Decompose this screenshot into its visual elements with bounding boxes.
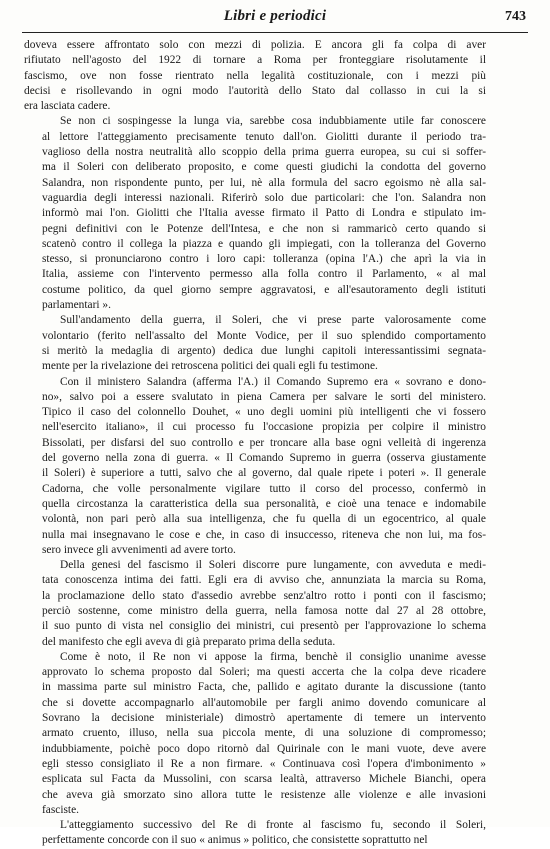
text-line: doveva essere affrontato solo con mezzi di polizia. E ancora gli fa colpa di aver (24, 39, 486, 51)
text-line: pegni definitivi con le Potenze dell'Intesa, e che non si rammaricò certo quando si (42, 222, 486, 235)
text-line: Sull'andamento della guerra, il Soleri, che vi prese parte valorosamente come (60, 314, 486, 327)
text-line: esplicata sul Facta da Mussolini, con scarsa lealtà, attraverso Michele Bianchi, opera (42, 773, 486, 786)
text-line: sero invece gli avvenimenti ad avere torto. (42, 543, 236, 556)
text-line: del governo nella zona di guerra. « Il Comando Supremo in guerra (osserva giustamente (42, 452, 486, 465)
text-line: Cadorna, che volle personalmente vigilare tutto il corso del processo, confermò in (42, 482, 486, 495)
text-line: che aveva già smorzato sino allora tutte le resistenze alle violenze e alle invasioni (42, 788, 486, 801)
text-line: volontà, non pari però alla sua intelligenza, che fu quella di un egocentrico, al quale (42, 513, 486, 526)
paragraph (24, 38, 486, 114)
text-line: il Soleri) è superiore a tutti, salvo che al governo, dal quale ripete i poteri ». Il generale (42, 467, 486, 480)
text-line: il suo punto di vista nel consiglio dei ministri, cui presentò per l'approvazione lo schema (42, 620, 486, 633)
text-line: no», salvo poi a essere svalutato in piena Camera per salvare le sorti del ministero. (42, 390, 486, 403)
text-line: che si dovette accompagnarlo all'automobile per fargli animo dovendo comunicare al (42, 696, 486, 709)
text-line: rifiutato nell'agosto del 1922 di tornare a Roma per fronteggiare risolutamente il (24, 54, 486, 67)
text-line: parlamentari ». (42, 299, 111, 312)
text-line: si meritò la medaglia di argento) dedica due lunghi capitoli interessantissimi segnata- (42, 344, 486, 357)
paragraph (24, 114, 486, 313)
text-line: Se non ci sospingesse la lunga via, sarebbe cosa indubbiamente utile far conoscere (60, 115, 486, 128)
text-line: volontario (ferito nell'assalto del Monte Vodice, per il suo splendido comportamento (42, 329, 486, 342)
text-line: la proclamazione dello stato d'assedio avrebbe senz'altro rotto i ponti con il fascismo; (42, 589, 486, 602)
body-text (24, 38, 486, 849)
text-line: armato cruento, illuso, nella sua piccola mente, di una soluzione di compromesso; (42, 727, 486, 740)
text-line: vaguardia degli interessi nazionali. Riferirò solo due particolari: che l'on. Salandra non (42, 191, 486, 204)
section-title: Libri e periodici (223, 8, 327, 24)
text-line: mente per la rivelazione dei retroscena politici dei quali egli fu testimone. (42, 360, 378, 373)
paragraph (24, 650, 486, 818)
text-line: stesso, si pronunciarono contro i loro capi: tolleranza (opina l'A.) che aprì la via in (42, 253, 486, 266)
text-line: informò mai l'on. Giolitti che l'Italia avesse firmato il Patto di Londra e stipulato im- (42, 207, 486, 220)
text-line: era lasciata cadere. (24, 100, 111, 113)
paragraph (24, 818, 486, 849)
text-line: Con il ministero Salandra (afferma l'A.) il Comando Supremo era « sovrano e dono- (60, 375, 486, 388)
text-line: decisi e risollevando in ogni modo l'autorità dello Stato dal collasso in cui la si (24, 84, 486, 97)
text-line: fascismo, ove non fosse rientrato nella legalità costituzionale, con i mezzi più (24, 69, 486, 82)
text-line: perfettamente concorde con il suo « animus » politico, che consistette soprattutto nel (42, 834, 428, 847)
text-line: fasciste. (42, 803, 80, 816)
text-line: ma il Soleri con deliberato proposito, e come questi giudichi la condotta del governo (42, 161, 486, 174)
text-line: perciò sostenne, come ministro della guerra, nella famosa notte dal 27 al 28 ottobre, (42, 604, 486, 617)
text-line: quella circostanza la caratteristica della sua personalità, e cioè una tenace e indomabile (42, 497, 486, 510)
text-line: indubbiamente, poichè poco dopo ritornò dal Quirinale con le mani vuote, deve avere (42, 742, 486, 755)
text-line: nulla mai insegnavano le cose e che, in caso di insuccesso, riteneva che non lui, ma fos- (42, 528, 486, 541)
text-line: tata conoscenza intima dei fatti. Egli era di avviso che, annunziata la marcia su Roma, (42, 574, 486, 587)
text-line: Salandra, non rispondente punto, per lui, nè alla formula del sacro egoismo nè alla sal- (42, 176, 486, 189)
text-line: in massima parte sul ministro Facta, che, pallido e agitato durante la discussione (tanto (42, 681, 486, 694)
text-line: Bissolati, per disfarsi del suo controllo e per troncare alla base ogni velleità di ingerenza (42, 436, 486, 449)
text-line: del manifesto che egli aveva di già preparato prima della seduta. (42, 635, 336, 648)
text-line: vaglioso della nostra neutralità allo scoppio della prima guerra europea, su cui si soffer- (42, 146, 486, 159)
text-line: Come è noto, il Re non vi appose la firma, benchè il consiglio unanime avesse (60, 650, 486, 663)
paragraph (24, 313, 486, 374)
text-line: egli stesso consigliato il Re a non firmare. « Continuava così l'opera d'imbonimento » (42, 757, 486, 770)
text-line: nell'esercito italiano», il cui processo fu l'occasione propizia per colpire il ministro (42, 421, 486, 434)
paragraph (24, 558, 486, 650)
paragraph (24, 375, 486, 559)
text-line: Sovrano la decisione ministeriale) dimostrò apertamente di temere un intervento (42, 712, 486, 725)
text-line: costume politico, da quel giorno sempre aggravatosi, e all'esautoramento degli istituti (42, 283, 486, 296)
text-line: L'atteggiamento successivo del Re di fronte al fascismo fu, secondo il Soleri, (60, 819, 486, 832)
page-number: 743 (505, 9, 526, 24)
text-line: Italia, assieme con l'intervento permesso alla folla contro il Parlamento, « al mal (42, 268, 486, 281)
text-line: approvato lo schema proposto dal Soleri; ma questi accerta che la colpa deve ricadere (42, 666, 486, 679)
text-line: Della genesi del fascismo il Soleri discorre pure lungamente, con avveduta e medi- (60, 559, 486, 572)
text-line: scatenò contro il collega la piazza e quando gli impiegati, con la tolleranza del Governo (42, 237, 486, 250)
text-line: Tipico il caso del colonnello Douhet, « uno degli uomini più intelligenti che vi fossero (42, 406, 486, 419)
text-line: al lettore l'atteggiamento precisamente tenuto dall'on. Giolitti durante il periodo tra- (42, 130, 486, 143)
running-header (22, 4, 528, 33)
